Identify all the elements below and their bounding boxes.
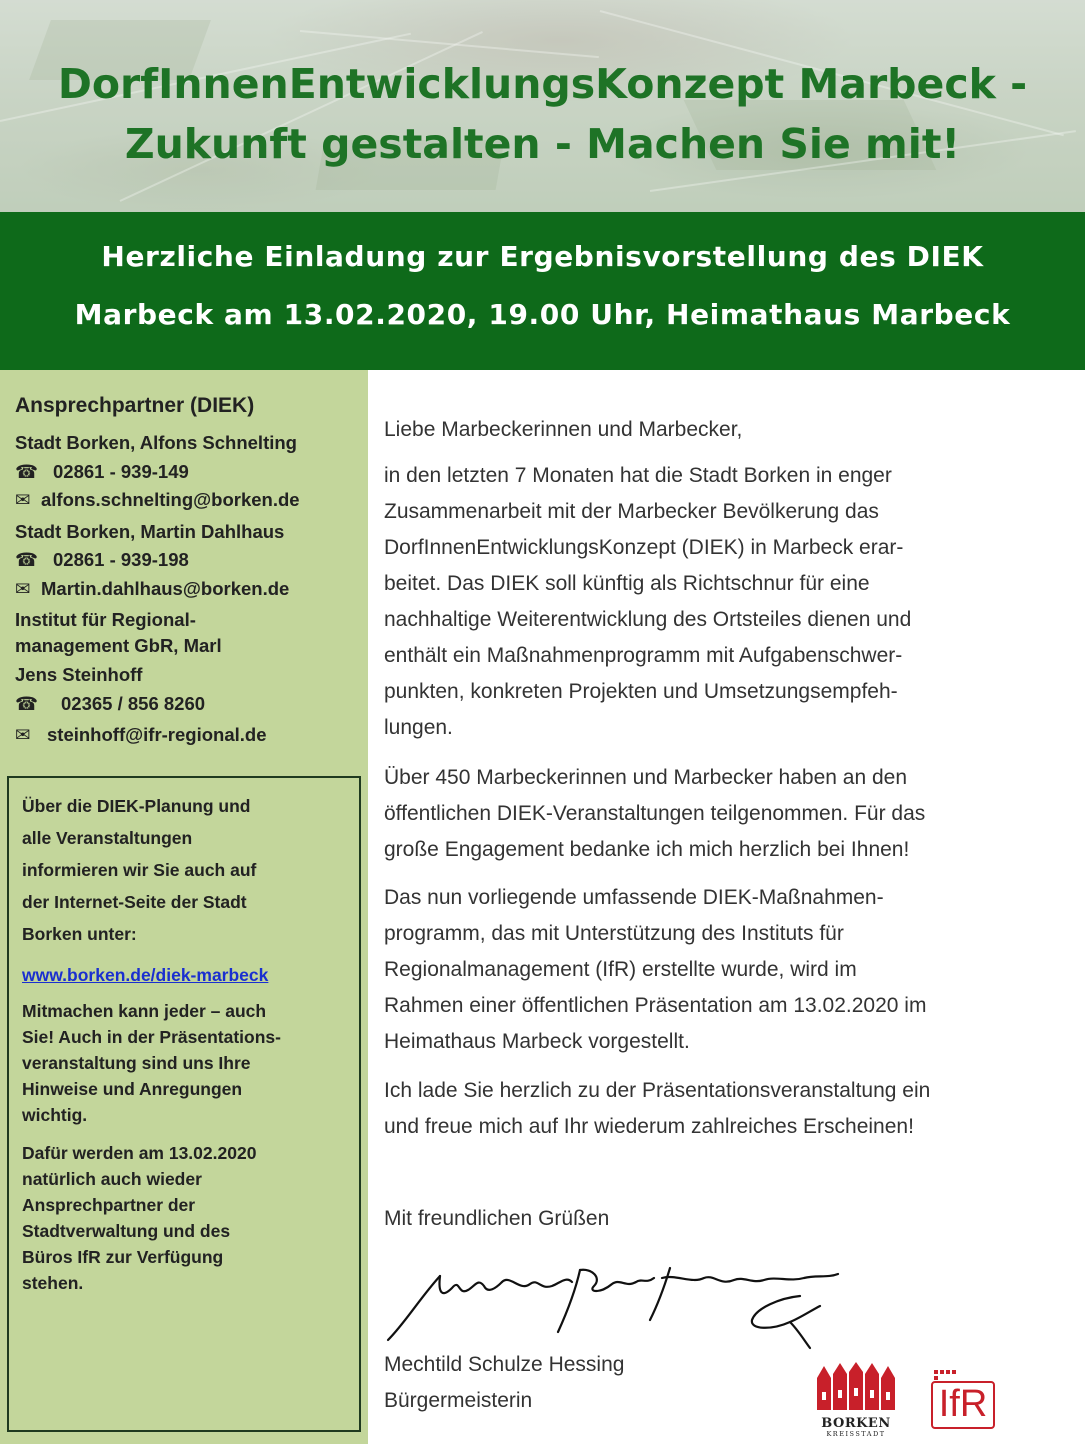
diek-website-link[interactable]: www.borken.de/diek-marbeck [22,965,269,985]
letter-paragraph-1: in den letzten 7 Monaten hat die Stadt Borken in enger Zusammenarbeit mit der Marbecker Bevölkerung das DorfInnenEntwicklungsKonzept (DIEK) in Marbeck erar- beitet. Das DIEK soll künftig als Richtschnur für eine nachhaltige Weiterentwicklung des Ortsteiles dienen und enthält ein Maßnahmenprogramm mit Aufgabenschwer- punkten, konkreten Projekten und Umsetzungsempfeh- lungen. [384,464,912,739]
phone-icon: ☎ [15,549,39,570]
mail-icon: ✉ [15,724,31,745]
contact-3-org-line-1: Institut für Regional- [15,609,196,630]
contact-3-name: Jens Steinhoff [15,664,143,685]
letter-greeting: Liebe Marbeckerinnen und Marbecker, [384,418,743,441]
contacts-heading: Ansprechpartner (DIEK) [15,394,255,417]
info-para-3: Dafür werden am 13.02.2020 natürlich auch wieder Ansprechpartner der Stadtverwaltung und des Büros IfR zur Verfügung stehen. [22,1143,257,1293]
letter-paragraph-2: Über 450 Marbeckerinnen und Marbecker haben an den öffentlichen DIEK-Veranstaltungen teilgenommen. Für das große Engagement bedanke ich mich herzlich bei Ihnen! [384,766,926,861]
letter-closing: Mit freundlichen Grüßen [384,1207,610,1230]
ifr-logo [930,1368,996,1430]
contact-2-name: Stadt Borken, Martin Dahlhaus [15,521,285,542]
letter-paragraph-3: Das nun vorliegende umfassende DIEK-Maßnahmen- programm, das mit Unterstützung des Instituts für Regionalmanagement (IfR) erstellte wurde, wird im Rahmen einer öffentlichen Präsentation am 13.02.2020 im Heimathaus Marbeck vorgestellt. [384,886,927,1053]
title-line-1: DorfInnenEntwicklungsKonzept Marbeck - [57,60,1028,108]
title-line-2: Zukunft gestalten - Machen Sie mit! [124,120,961,168]
banner-line-2: Marbeck am 13.02.2020, 19.00 Uhr, Heimathaus Marbeck [74,298,1011,331]
mail-icon: ✉ [15,578,31,599]
contact-2-email[interactable]: ✉ Martin.dahlhaus@borken.de [15,578,290,599]
contact-3-phone: ☎ 02365 / 856 8260 [15,693,206,714]
page-title [0,54,1085,174]
handwritten-signature [380,1248,860,1358]
contact-1-name: Stadt Borken, Alfons Schnelting [15,432,297,453]
invitation-banner [0,212,1085,370]
info-link-wrap [22,962,352,988]
phone-icon: ☎ [15,693,39,714]
contact-3-org-line-2: management GbR, Marl [15,635,222,656]
phone-icon: ☎ [15,461,39,482]
info-para-1: Über die DIEK-Planung und alle Veranstaltungen informieren wir Sie auch auf der Internet-Seite der Stadt Borken unter: [22,796,257,944]
borken-logo-text: BORKEN [821,1416,891,1431]
borken-logo-subtext: KREISSTADT [826,1430,886,1438]
signer-role: Bürgermeisterin [384,1389,533,1412]
letter-paragraph-4: Ich lade Sie herzlich zu der Präsentationsveranstaltung ein und freue mich auf Ihr wiederum zahlreiches Erscheinen! [384,1079,931,1138]
hero-aerial-photo [0,0,1085,212]
contact-2-phone: ☎ 02861 - 939-198 [15,549,189,570]
borken-towers-icon [815,1362,897,1412]
banner-line-1: Herzliche Einladung zur Ergebnisvorstellung des DIEK [101,240,984,273]
contact-1-email[interactable]: ✉ alfons.schnelting@borken.de [15,489,300,510]
contact-1-phone: ☎ 02861 - 939-149 [15,461,189,482]
info-para-2: Mitmachen kann jeder – auch Sie! Auch in der Präsentations- veranstaltung sind uns Ihre Hinweise und Anregungen wichtig. [22,1001,281,1125]
borken-logo [815,1362,897,1438]
ifr-logo-text: IfR [938,1383,988,1425]
signer-name: Mechtild Schulze Hessing [384,1353,625,1376]
contact-3-email[interactable]: ✉ steinhoff@ifr-regional.de [15,724,267,745]
mail-icon: ✉ [15,489,31,510]
